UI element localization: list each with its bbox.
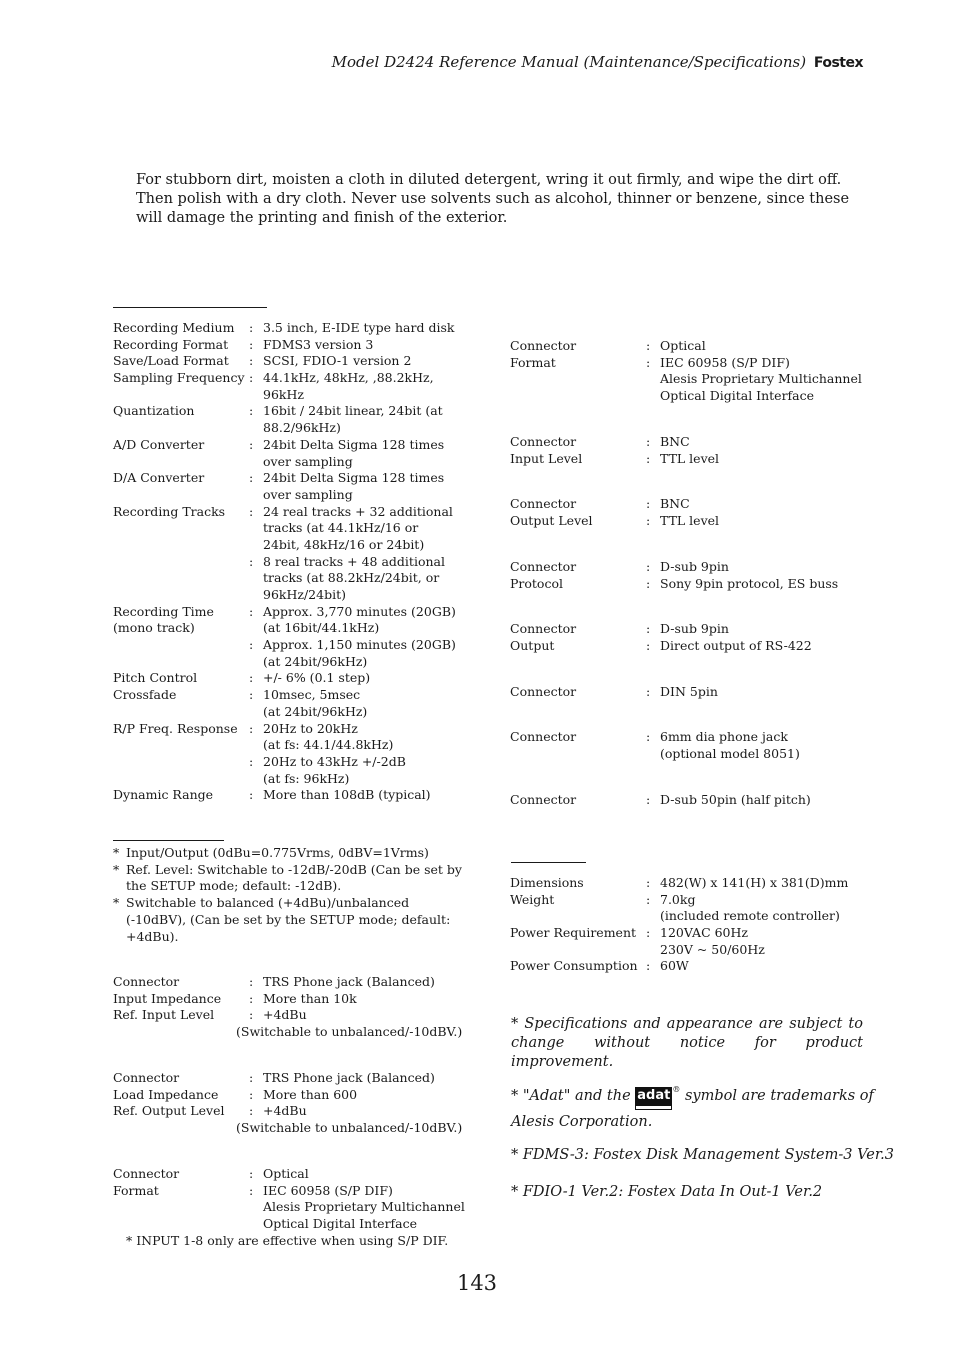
- fostex-logo: Fostex: [813, 55, 863, 71]
- spec-colon: :: [646, 958, 651, 974]
- spec-colon: :: [646, 729, 651, 744]
- spec-label: Connector: [510, 684, 577, 699]
- spec-colon: :: [249, 990, 254, 1006]
- note-text: Input/Output (0dBu=0.775Vrms, 0dBV=1Vrms): [126, 845, 429, 860]
- spec-colon: :: [646, 354, 651, 370]
- spec-value: FDMS3 version 3: [263, 336, 374, 352]
- spec-value: Direct output of RS-422: [660, 637, 812, 653]
- spec-label: Connector: [113, 1070, 180, 1085]
- spec-colon: :: [646, 450, 651, 466]
- spec-colon: :: [249, 320, 254, 335]
- spec-label: Save/Load Format: [113, 353, 229, 369]
- spec-label: Connector: [510, 621, 577, 636]
- spec-colon: :: [646, 792, 651, 807]
- spec-label: Ref. Output Level: [113, 1103, 225, 1119]
- note-asterisk: *: [113, 861, 120, 877]
- fdms-note: * FDMS-3: Fostex Disk Management System-3 Ver.3: [511, 1147, 895, 1163]
- spec-colon: :: [249, 403, 254, 419]
- spec-value: TTL level: [660, 450, 720, 466]
- spec-value: SCSI, FDIO-1 version 2: [263, 353, 412, 369]
- spec-colon: :: [249, 603, 254, 619]
- spec-value: IEC 60958 (S/P DIF): [660, 354, 790, 370]
- note-asterisk: *: [113, 895, 120, 911]
- spec-label: Power Consumption: [510, 958, 638, 974]
- spec-colon: :: [249, 553, 254, 569]
- spec-value: D-sub 50pin (half pitch): [660, 792, 811, 807]
- spec-label: Crossfade: [113, 687, 177, 703]
- spec-value: More than 600: [263, 1086, 358, 1102]
- spec-value: +4dBu: [263, 1103, 307, 1119]
- spec-value: 44.1kHz, 48kHz, ,88.2kHz,: [263, 370, 434, 386]
- spec-colon: :: [646, 891, 651, 907]
- spec-colon: :: [646, 637, 651, 653]
- spec-colon: :: [646, 512, 651, 528]
- spec-colon: :: [249, 974, 254, 989]
- note-text: Ref. Level: Switchable to -12dB/-20dB (Can be set by the SETUP mode; default: -12dB).: [126, 861, 462, 894]
- spec-label: Input Level: [510, 450, 583, 466]
- spec-value: Approx. 3,770 minutes (20GB): [263, 603, 456, 619]
- spec-label: A/D Converter: [113, 436, 205, 452]
- spec-value: Alesis Proprietary Multichannel: [660, 371, 862, 387]
- spec-value: 16bit / 24bit linear, 24bit (at: [263, 403, 443, 419]
- note-text: Switchable to balanced (+4dBu)/unbalanced (-10dBV), (Can be set by the SETUP mode; default: +4dBu).: [126, 895, 451, 944]
- spec-label: Power Requirement: [510, 925, 637, 941]
- spec-value: (at 24bit/96kHz): [263, 703, 368, 719]
- spec-value: 20Hz to 20kHz: [263, 720, 358, 736]
- spec-value: 8 real tracks + 48 additional: [263, 553, 445, 569]
- adat-trademark-note: [511, 1080, 874, 1132]
- spec-value: +/- 6% (0.1 step): [263, 670, 371, 686]
- adat-logo: adat: [635, 1087, 672, 1106]
- spec-value: 10msec, 5msec: [263, 687, 361, 703]
- note-asterisk: *: [113, 845, 120, 860]
- spec-colon: :: [646, 875, 651, 890]
- spec-label: Dimensions: [510, 875, 584, 890]
- spec-colon: :: [646, 621, 651, 636]
- spec-label: Format: [510, 354, 556, 370]
- spec-colon: :: [249, 1166, 254, 1181]
- spec-value: 3.5 inch, E-IDE type hard disk: [263, 320, 455, 335]
- fdio-note: * FDIO-1 Ver.2: Fostex Data In Out-1 Ver.2: [511, 1184, 823, 1200]
- spec-label: Pitch Control: [113, 670, 198, 686]
- note-item: [113, 845, 473, 862]
- spec-label: Format: [113, 1182, 159, 1198]
- spec-value: +4dBu: [263, 1007, 307, 1023]
- spec-value: 96kHz/24bit): [263, 587, 346, 602]
- analog-input-note: (Switchable to unbalanced/-10dBV.): [236, 1024, 463, 1039]
- spec-value: TTL level: [660, 512, 720, 528]
- manual-title: Model D2424 Reference Manual (Maintenance/Specifications): [331, 53, 807, 71]
- spec-label: Connector: [113, 974, 180, 989]
- digital-input-note: * INPUT 1-8 only are effective when using S/P DIF.: [126, 1233, 449, 1248]
- spec-value: Optical: [263, 1166, 309, 1181]
- spec-colon: :: [249, 1182, 254, 1198]
- spec-value: More than 10k: [263, 990, 357, 1006]
- spec-label: Recording Tracks: [113, 503, 226, 519]
- spec-label: Weight: [510, 891, 555, 907]
- note-item: [113, 862, 473, 895]
- spec-value: IEC 60958 (S/P DIF): [263, 1182, 393, 1198]
- spec-value: over sampling: [263, 486, 353, 502]
- adat-note-prefix: * "Adat" and the: [511, 1088, 631, 1104]
- spec-label: Ref. Input Level: [113, 1007, 215, 1023]
- spec-value: D-sub 9pin: [660, 559, 729, 574]
- spec-label: Recording Medium: [113, 320, 235, 335]
- spec-colon: :: [249, 336, 254, 352]
- spec-value: Optical Digital Interface: [263, 1216, 418, 1232]
- spec-colon: :: [646, 434, 651, 449]
- spec-label: Connector: [510, 338, 577, 353]
- spec-value: tracks (at 44.1kHz/16 or: [263, 520, 419, 536]
- spec-value: Alesis Proprietary Multichannel: [263, 1199, 465, 1215]
- spec-colon: :: [249, 1007, 254, 1023]
- spec-label: Connector: [113, 1166, 180, 1181]
- spec-value: (included remote controller): [660, 908, 840, 924]
- spec-colon: :: [249, 687, 254, 703]
- spec-label: Output: [510, 637, 555, 653]
- cleaning-paragraph: For stubborn dirt, moisten a cloth in diluted detergent, wring it out firmly, and wipe the dirt off. Then polish with a dry cloth. Never use solvents such as alcohol, thinner or benzene, since these will damage the printing and finish of the exterior.: [136, 172, 850, 226]
- spec-value: More than 108dB (typical): [263, 787, 431, 803]
- spec-value: 24bit Delta Sigma 128 times: [263, 470, 445, 486]
- spec-value: tracks (at 88.2kHz/24bit, or: [263, 570, 440, 586]
- spec-value: Optical: [660, 338, 706, 353]
- spec-value: (at fs: 44.1/44.8kHz): [263, 737, 394, 753]
- spec-colon: :: [249, 503, 254, 519]
- spec-value: 120VAC 60Hz: [660, 925, 748, 941]
- spec-label: Connector: [510, 792, 577, 807]
- spec-label: Sampling Frequency: [113, 370, 245, 386]
- spec-label: Input Impedance: [113, 990, 222, 1006]
- spec-colon: :: [646, 338, 651, 353]
- page-number: 143: [456, 1271, 498, 1295]
- spec-value: 24bit, 48kHz/16 or 24bit): [263, 536, 425, 552]
- registered-mark: ®: [672, 1085, 681, 1094]
- spec-label: Dynamic Range: [113, 787, 214, 803]
- spec-value: (at 24bit/96kHz): [263, 653, 368, 669]
- spec-colon: :: [249, 353, 254, 369]
- spec-colon: :: [249, 1070, 254, 1085]
- spec-label: Quantization: [113, 403, 195, 419]
- spec-value: Approx. 1,150 minutes (20GB): [263, 637, 456, 653]
- spec-label: Recording Format: [113, 336, 229, 352]
- spec-label: D/A Converter: [113, 470, 205, 486]
- spec-label: Connector: [510, 559, 577, 574]
- spec-colon: :: [249, 670, 254, 686]
- spec-label: (mono track): [113, 620, 195, 636]
- section-rule-io: [113, 840, 224, 841]
- spec-value: TRS Phone jack (Balanced): [263, 1070, 435, 1085]
- spec-value: 7.0kg: [660, 891, 696, 907]
- section-rule-general-physical: [511, 862, 586, 863]
- spec-label: Output Level: [510, 512, 593, 528]
- spec-value: 96kHz: [263, 386, 304, 402]
- spec-value: Sony 9pin protocol, ES buss: [660, 575, 839, 591]
- spec-colon: :: [249, 1086, 254, 1102]
- spec-colon: :: [249, 436, 254, 452]
- note-item: [113, 895, 473, 945]
- spec-colon: :: [249, 637, 254, 653]
- analog-output-note: (Switchable to unbalanced/-10dBV.): [236, 1120, 463, 1135]
- running-header: [332, 53, 863, 71]
- adat-note-line2: Alesis Corporation.: [511, 1114, 653, 1130]
- spec-value: 24bit Delta Sigma 128 times: [263, 436, 445, 452]
- spec-colon: :: [249, 753, 254, 769]
- spec-value: TRS Phone jack (Balanced): [263, 974, 435, 989]
- spec-colon: :: [646, 496, 651, 511]
- spec-value: (at 16bit/44.1kHz): [263, 620, 380, 636]
- spec-label: Load Impedance: [113, 1086, 219, 1102]
- spec-colon: :: [646, 575, 651, 591]
- spec-value: 20Hz to 43kHz +/-2dB: [263, 753, 406, 769]
- spec-colon: :: [646, 559, 651, 574]
- spec-value: D-sub 9pin: [660, 621, 729, 636]
- spec-value: 482(W) x 141(H) x 381(D)mm: [660, 875, 849, 890]
- spec-label: R/P Freq. Response: [113, 720, 238, 736]
- adat-note-suffix: symbol are trademarks of: [684, 1088, 874, 1104]
- spec-value: (at fs: 96kHz): [263, 770, 350, 786]
- spec-label: Recording Time: [113, 603, 214, 619]
- spec-label: Protocol: [510, 575, 563, 591]
- spec-colon: :: [646, 925, 651, 941]
- spec-value: 60W: [660, 958, 689, 974]
- spec-colon: :: [249, 470, 254, 486]
- spec-change-note: * Specifications and appearance are subject to change without notice for product improvement.: [511, 1016, 863, 1070]
- spec-label: Connector: [510, 496, 577, 511]
- spec-value: 6mm dia phone jack: [660, 729, 788, 744]
- spec-value: 88.2/96kHz): [263, 420, 341, 436]
- spec-value: BNC: [660, 496, 690, 511]
- spec-colon: :: [249, 787, 254, 803]
- spec-value: 230V ~ 50/60Hz: [660, 941, 765, 957]
- spec-value: DIN 5pin: [660, 684, 718, 699]
- spec-colon: :: [646, 684, 651, 699]
- spec-value: (optional model 8051): [660, 745, 800, 761]
- spec-value: 24 real tracks + 32 additional: [263, 503, 453, 519]
- spec-value: Optical Digital Interface: [660, 388, 815, 404]
- spec-value: BNC: [660, 434, 690, 449]
- spec-colon: :: [249, 1103, 254, 1119]
- spec-value: over sampling: [263, 453, 353, 469]
- spec-label: Connector: [510, 729, 577, 744]
- spec-label: Connector: [510, 434, 577, 449]
- io-notes: [113, 845, 473, 945]
- spec-colon: :: [249, 720, 254, 736]
- section-rule-general: [113, 307, 267, 308]
- spec-colon: :: [249, 370, 254, 386]
